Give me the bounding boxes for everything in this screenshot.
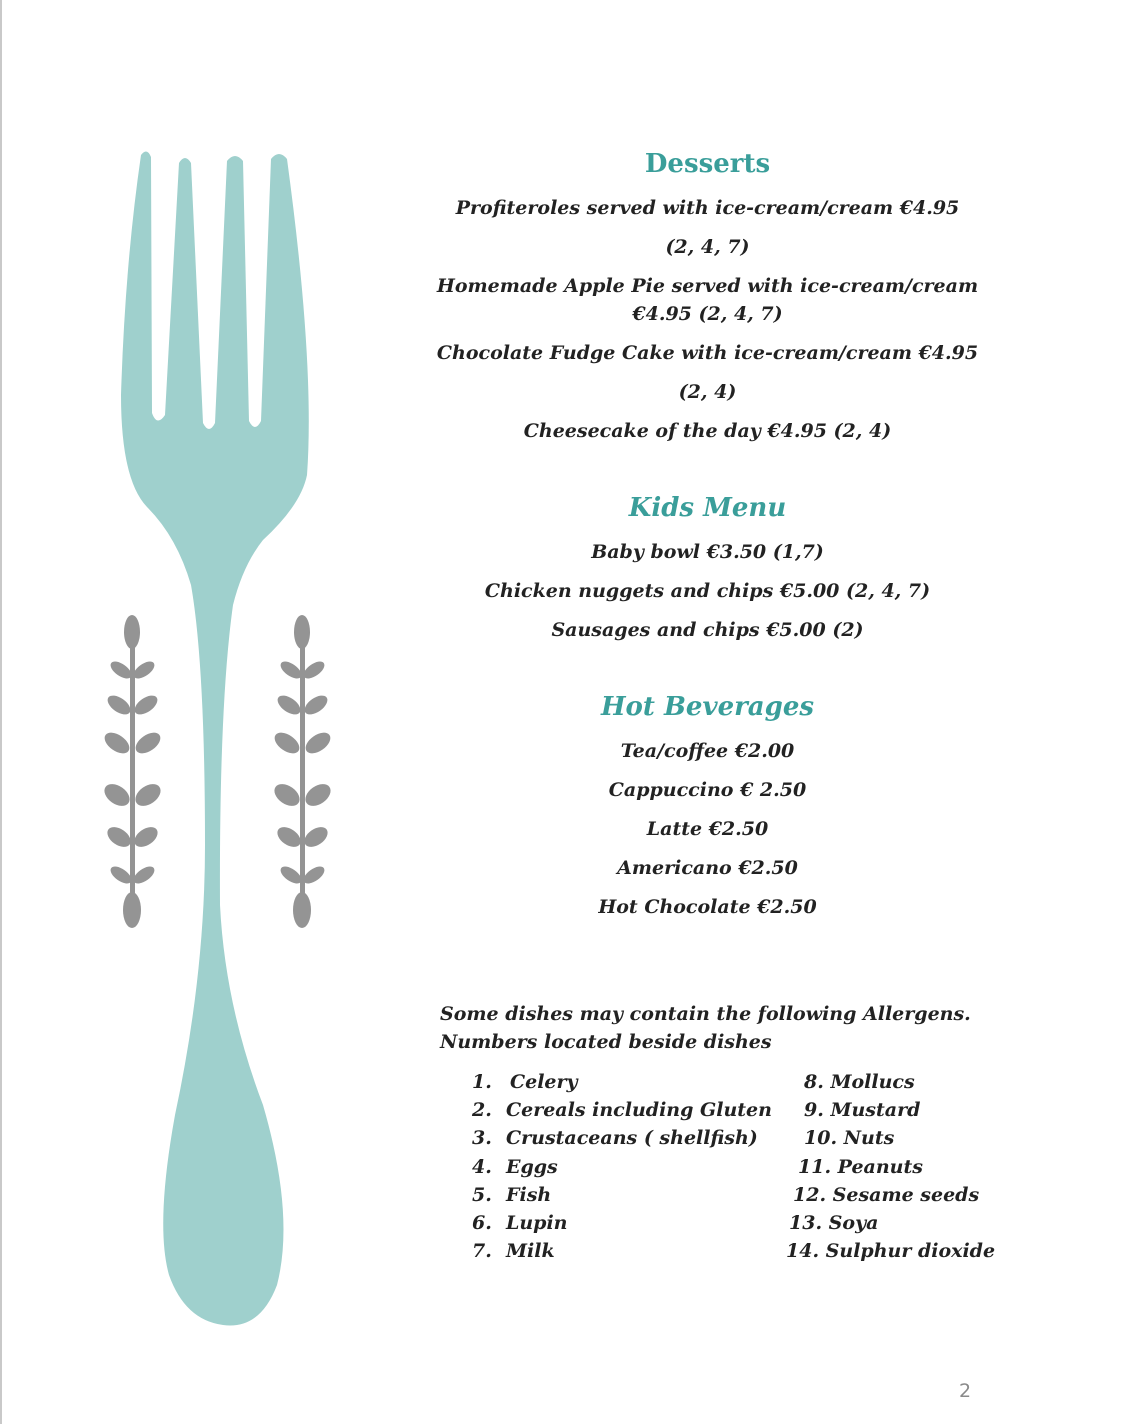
list-number: 5. (472, 1183, 492, 1206)
allergen-intro-line: Some dishes may contain the following Allergens. (440, 1003, 971, 1025)
list-item: 9. Mustard (804, 1099, 921, 1122)
list-item (472, 1181, 772, 1209)
list-label: Eggs (506, 1155, 558, 1178)
list-label: Lupin (506, 1212, 568, 1235)
list-item (472, 1068, 772, 1096)
list-item: 14. Sulphur dioxide (786, 1240, 996, 1263)
list-number: 2. (472, 1099, 492, 1122)
right-sprig-icon (270, 615, 334, 928)
list-item (472, 1096, 772, 1124)
menu-item: Sausages and chips €5.00 (2) (551, 619, 864, 641)
list-label: Fish (506, 1183, 552, 1206)
list-item (472, 1209, 772, 1237)
menu-item: Cheesecake of the day €4.95 (2, 4) (523, 420, 892, 442)
menu-column (430, 145, 985, 921)
menu-item: Chicken nuggets and chips €5.00 (2, 4, 7) (484, 580, 931, 602)
menu-item-allergens: (2, 4) (678, 381, 737, 403)
list-label: Milk (506, 1240, 555, 1263)
list-number: 3. (472, 1127, 492, 1150)
menu-item: Tea/coffee €2.00 (620, 740, 795, 762)
menu-item: Chocolate Fudge Cake with ice-cream/cream €4.95 (436, 342, 979, 364)
menu-item: Baby bowl €3.50 (1,7) (591, 541, 824, 563)
list-item: 10. Nuts (804, 1127, 895, 1150)
list-item (472, 1237, 772, 1265)
menu-item: Homemade Apple Pie served with ice-cream/cream (436, 275, 979, 297)
list-number: 7. (472, 1240, 492, 1263)
menu-item-allergens: €4.95 (2, 4, 7) (632, 303, 783, 325)
desserts-heading: Desserts (644, 149, 771, 179)
list-number: 1. (472, 1071, 492, 1093)
allergen-list-right (780, 1068, 1020, 1265)
list-item: 12. Sesame seeds (793, 1183, 980, 1206)
menu-item: Americano €2.50 (617, 857, 798, 879)
kids-menu-heading: Kids Menu (628, 493, 787, 523)
list-item: 13. Soya (789, 1212, 879, 1235)
list-number: 4. (472, 1155, 492, 1178)
page-edge (0, 0, 2, 1424)
allergen-notice (440, 1000, 1040, 1056)
menu-item-allergens: (2, 4, 7) (665, 236, 750, 258)
list-number: 6. (472, 1212, 492, 1235)
list-label: Cereals including Gluten (506, 1099, 772, 1122)
list-item: 8. Mollucs (804, 1071, 915, 1093)
allergen-intro-line: Numbers located beside dishes (440, 1031, 772, 1053)
list-label: Crustaceans ( shellfish) (506, 1127, 758, 1150)
menu-item: Latte €2.50 (646, 818, 769, 840)
left-sprig-icon (100, 615, 164, 928)
page-number: 2 (958, 1380, 972, 1402)
list-item (472, 1153, 772, 1181)
menu-item: Profiteroles served with ice-cream/cream €4.95 (455, 197, 960, 219)
menu-item: Cappuccino € 2.50 (608, 779, 807, 801)
hot-beverages-heading: Hot Beverages (600, 692, 815, 722)
list-item (472, 1124, 772, 1152)
fork-illustration (95, 145, 345, 1335)
allergen-list-left (472, 1068, 772, 1265)
list-label: Celery (510, 1071, 578, 1093)
menu-item: Hot Chocolate €2.50 (598, 896, 817, 918)
list-item: 11. Peanuts (798, 1155, 923, 1178)
